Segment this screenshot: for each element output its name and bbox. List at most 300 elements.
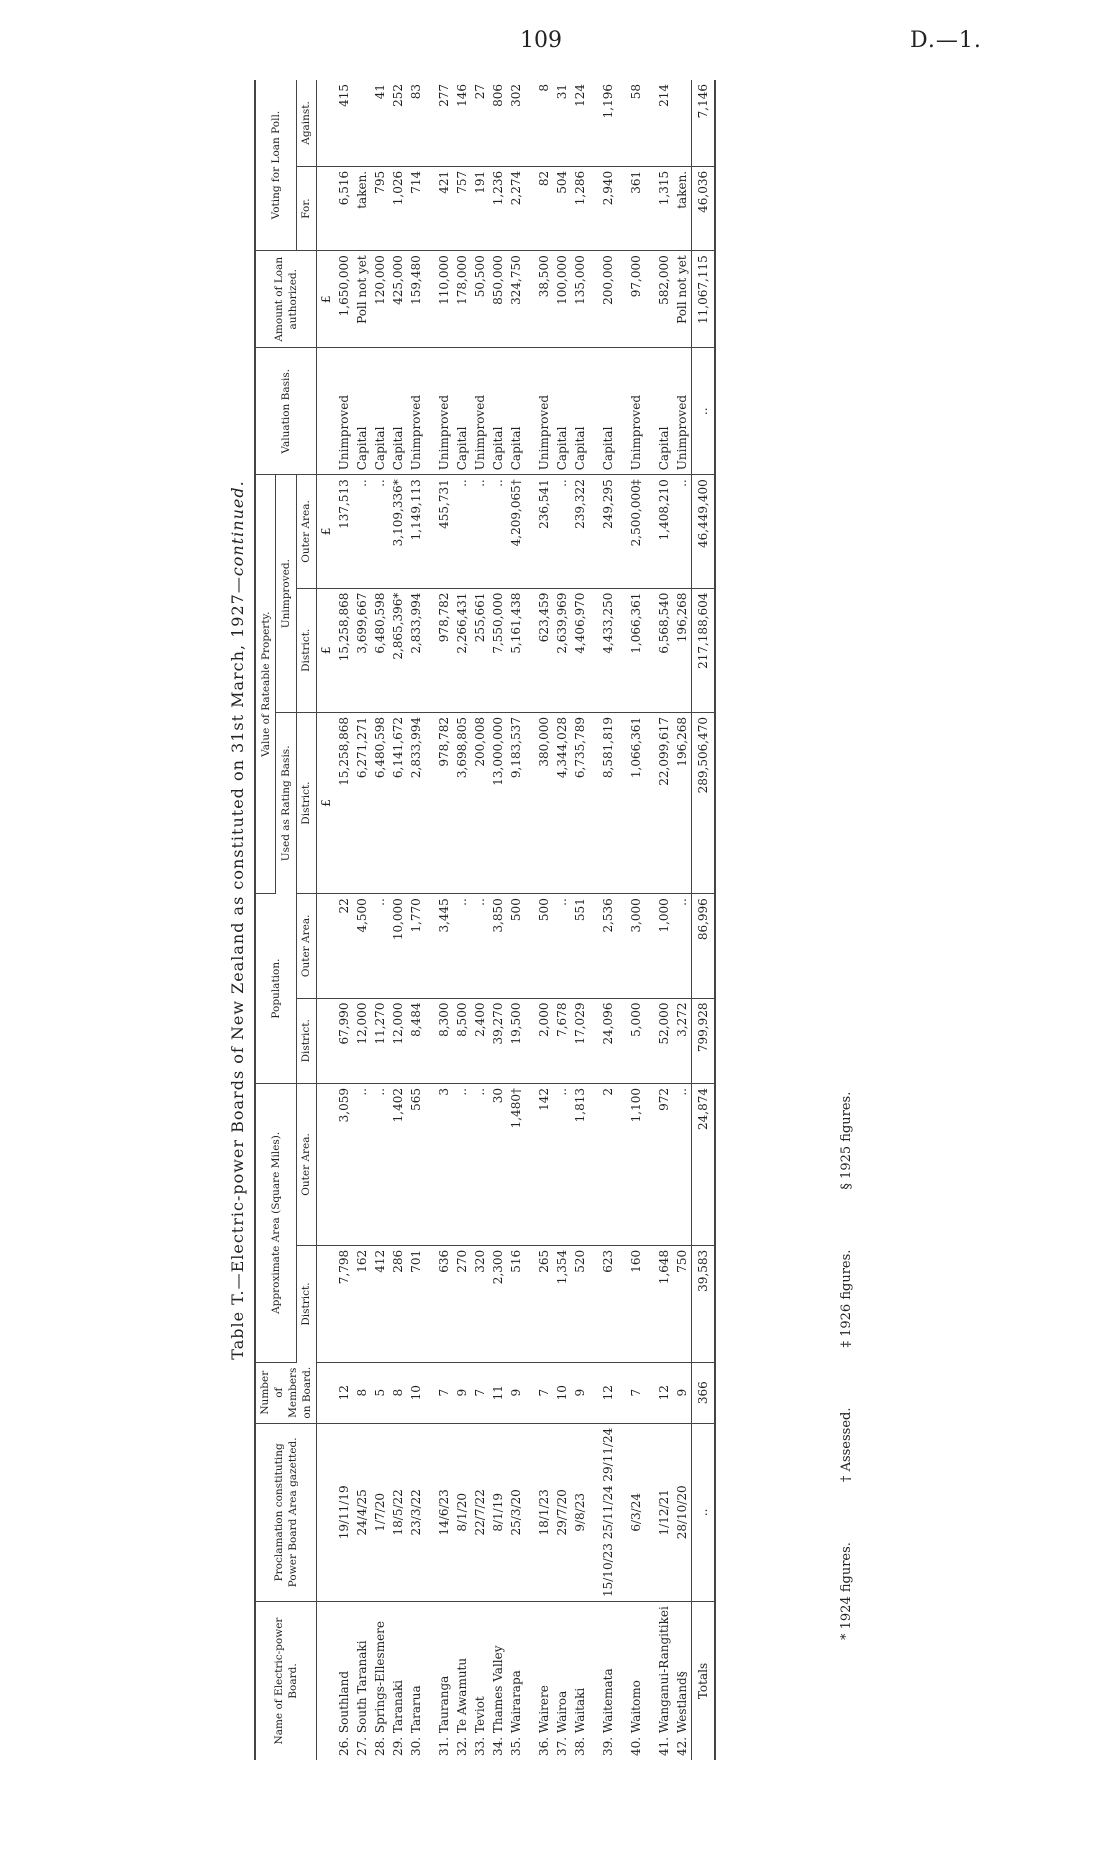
cell-rating: 978,782 xyxy=(425,713,453,894)
cell-basis: Capital xyxy=(389,348,407,475)
cell-against: 277 xyxy=(425,80,453,166)
table-row xyxy=(335,80,353,1760)
currency-blank-cell xyxy=(317,80,336,166)
cell-area-d: 701 xyxy=(407,1245,425,1362)
cell-against: 124 xyxy=(571,80,589,166)
cell-name: 28. Springs-Ellesmere xyxy=(373,1620,387,1756)
cell-proc: 25/3/20 xyxy=(507,1423,525,1601)
cell-area-o: 30 xyxy=(489,1084,507,1246)
cell-loan: 582,000 xyxy=(645,251,673,348)
header-pop-district: District. xyxy=(296,998,316,1083)
currency-symbol: £ xyxy=(317,475,336,588)
header-area-outer: Outer Area. xyxy=(296,1084,316,1246)
cell-pop-d: 7,678 xyxy=(553,998,571,1083)
cell-pop-d: 2,400 xyxy=(471,998,489,1083)
cell-unimp-d: 5,161,438 xyxy=(507,588,525,712)
currency-blank-cell xyxy=(317,166,336,250)
cell-rating: 6,735,789 xyxy=(571,713,589,894)
cell-basis: Capital xyxy=(553,348,571,475)
header-proclamation: Proclamation constituting Power Board Area gazetted. xyxy=(255,1423,317,1601)
cell-against: 415 xyxy=(335,80,353,166)
cell-unimp-d: 196,268 xyxy=(673,588,692,712)
cell-basis: Capital xyxy=(589,348,617,475)
rotated-table-frame xyxy=(222,80,832,1760)
cell-name: 29. Taranaki xyxy=(391,1679,405,1756)
cell-area-o: 2 xyxy=(589,1084,617,1246)
total-proc: .. xyxy=(692,1423,716,1601)
cell-loan: 120,000 xyxy=(371,251,389,348)
cell-against: 41 xyxy=(371,80,389,166)
cell-basis: Capital xyxy=(371,348,389,475)
cell-area-o: 3 xyxy=(425,1084,453,1246)
cell-basis: Capital xyxy=(571,348,589,475)
header-valuation-basis: Valuation Basis. xyxy=(255,348,317,475)
currency-symbol: £ xyxy=(317,251,336,348)
cell-for: 1,286 xyxy=(571,166,589,250)
cell-unimp-d: 978,782 xyxy=(425,588,453,712)
cell-unimp-o: .. xyxy=(471,475,489,588)
cell-pop-d: 19,500 xyxy=(507,998,525,1083)
currency-symbol: £ xyxy=(317,588,336,712)
cell-for: 82 xyxy=(525,166,553,250)
header-voting: Voting for Loan Poll. xyxy=(255,80,296,251)
rotated-table-content xyxy=(222,80,832,1760)
footnote-assessed: † Assessed. xyxy=(838,1407,854,1483)
totals-row xyxy=(692,80,716,1760)
cell-proc: 22/7/22 xyxy=(471,1423,489,1601)
cell-name: 27. South Taranaki xyxy=(355,1640,369,1756)
cell-members: 7 xyxy=(425,1362,453,1423)
cell-members: 7 xyxy=(471,1362,489,1423)
cell-area-o: 972 xyxy=(645,1084,673,1246)
cell-for: 2,940 xyxy=(589,166,617,250)
cell-pop-o: 3,000 xyxy=(617,894,645,998)
cell-pop-d: 39,270 xyxy=(489,998,507,1083)
cell-unimp-d: 2,865,396* xyxy=(389,588,407,712)
cell-members: 7 xyxy=(617,1362,645,1423)
cell-against: 31 xyxy=(553,80,571,166)
cell-basis: Unimproved xyxy=(673,348,692,475)
total-members: 366 xyxy=(692,1362,716,1423)
cell-pop-d: 8,500 xyxy=(453,998,471,1083)
cell-area-d: 7,798 xyxy=(335,1245,353,1362)
cell-area-d: 1,648 xyxy=(645,1245,673,1362)
cell-area-d: 520 xyxy=(571,1245,589,1362)
cell-proc: 19/11/19 xyxy=(335,1423,353,1601)
cell-area-o: 142 xyxy=(525,1084,553,1246)
cell-unimp-d: 7,550,000 xyxy=(489,588,507,712)
cell-loan: 850,000 xyxy=(489,251,507,348)
cell-pop-o: 3,445 xyxy=(425,894,453,998)
currency-symbol: £ xyxy=(317,713,336,894)
cell-loan: 178,000 xyxy=(453,251,471,348)
cell-unimp-o: 4,209,065† xyxy=(507,475,525,588)
cell-area-o: .. xyxy=(471,1084,489,1246)
cell-loan: Poll not yet xyxy=(673,251,692,348)
cell-rating: 1,066,361 xyxy=(617,713,645,894)
cell-name: 39. Waitemata xyxy=(601,1668,615,1756)
cell-proc: 8/1/19 xyxy=(489,1423,507,1601)
header-vote-for: For. xyxy=(296,166,316,250)
document-reference: D.—1. xyxy=(910,28,982,53)
cell-name: 31. Tauranga xyxy=(437,1675,451,1756)
table-row xyxy=(507,80,525,1760)
cell-area-d: 516 xyxy=(507,1245,525,1362)
cell-rating: 8,581,819 xyxy=(589,713,617,894)
cell-pop-o: .. xyxy=(553,894,571,998)
cell-unimp-o: .. xyxy=(553,475,571,588)
cell-loan: 38,500 xyxy=(525,251,553,348)
cell-unimp-d: 4,406,970 xyxy=(571,588,589,712)
cell-pop-o: 1,770 xyxy=(407,894,425,998)
cell-loan: 50,500 xyxy=(471,251,489,348)
cell-unimp-o: 239,322 xyxy=(571,475,589,588)
cell-basis: Unimproved xyxy=(617,348,645,475)
cell-proc: 15/10/23 25/11/24 29/11/24 xyxy=(589,1423,617,1601)
cell-area-d: 265 xyxy=(525,1245,553,1362)
cell-name: 30. Tararua xyxy=(409,1685,423,1756)
currency-blank-cell xyxy=(317,1245,336,1362)
currency-blank-cell xyxy=(317,998,336,1083)
cell-against: 58 xyxy=(617,80,645,166)
cell-members: 9 xyxy=(453,1362,471,1423)
cell-for: 714 xyxy=(407,166,425,250)
cell-for: 1,315 xyxy=(645,166,673,250)
cell-unimp-d: 6,480,598 xyxy=(371,588,389,712)
cell-pop-o: 1,000 xyxy=(645,894,673,998)
cell-area-d: 320 xyxy=(471,1245,489,1362)
header-unimp-district: District. xyxy=(296,588,316,712)
cell-unimp-o: .. xyxy=(673,475,692,588)
cell-for: 795 xyxy=(371,166,389,250)
cell-area-o: .. xyxy=(353,1084,371,1246)
cell-pop-d: 12,000 xyxy=(389,998,407,1083)
cell-against xyxy=(673,80,692,166)
cell-pop-o: 10,000 xyxy=(389,894,407,998)
cell-for: 6,516 xyxy=(335,166,353,250)
cell-rating: 3,698,805 xyxy=(453,713,471,894)
cell-rating: 2,833,994 xyxy=(407,713,425,894)
total-basis: .. xyxy=(692,348,716,475)
header-loan: Amount of Loan authorized. xyxy=(255,251,317,348)
cell-members: 5 xyxy=(371,1362,389,1423)
cell-area-d: 412 xyxy=(371,1245,389,1362)
cell-name: 33. Teviot xyxy=(473,1696,487,1756)
cell-unimp-o: .. xyxy=(371,475,389,588)
cell-area-o: 565 xyxy=(407,1084,425,1246)
header-unimp-outer: Outer Area. xyxy=(296,475,316,588)
cell-basis: Unimproved xyxy=(407,348,425,475)
cell-against: 214 xyxy=(645,80,673,166)
table-title-continued: continued. xyxy=(228,480,247,577)
cell-for: 2,274 xyxy=(507,166,525,250)
cell-name: 40. Waitomo xyxy=(629,1680,643,1756)
cell-unimp-d: 255,661 xyxy=(471,588,489,712)
currency-blank-cell xyxy=(317,894,336,998)
table-row xyxy=(471,80,489,1760)
cell-pop-o: .. xyxy=(471,894,489,998)
cell-loan: 135,000 xyxy=(571,251,589,348)
cell-loan: 97,000 xyxy=(617,251,645,348)
cell-against: 146 xyxy=(453,80,471,166)
page-number: 109 xyxy=(520,28,562,53)
header-vote-against: Against. xyxy=(296,80,316,166)
cell-basis: Capital xyxy=(645,348,673,475)
footnote-1926: ‡ 1926 figures. xyxy=(838,1249,854,1348)
total-area-o: 24,874 xyxy=(692,1084,716,1246)
table-row xyxy=(617,80,645,1760)
cell-unimp-o: 2,500,000‡ xyxy=(617,475,645,588)
cell-pop-o: .. xyxy=(453,894,471,998)
cell-proc: 6/3/24 xyxy=(617,1423,645,1601)
currency-blank-cell xyxy=(317,1423,336,1601)
cell-proc: 1/12/21 xyxy=(645,1423,673,1601)
cell-basis: Capital xyxy=(353,348,371,475)
cell-rating: 380,000 xyxy=(525,713,553,894)
cell-for: taken. xyxy=(673,166,692,250)
total-unimp-d: 217,188,604 xyxy=(692,588,716,712)
cell-members: 9 xyxy=(571,1362,589,1423)
table-title xyxy=(222,80,254,1760)
cell-members: 9 xyxy=(673,1362,692,1423)
table-row xyxy=(389,80,407,1760)
cell-loan: Poll not yet xyxy=(353,251,371,348)
cell-pop-o: .. xyxy=(673,894,692,998)
cell-rating: 6,271,271 xyxy=(353,713,371,894)
cell-unimp-d: 4,433,250 xyxy=(589,588,617,712)
cell-rating: 22,099,617 xyxy=(645,713,673,894)
cell-against: 1,196 xyxy=(589,80,617,166)
cell-against: 806 xyxy=(489,80,507,166)
cell-members: 8 xyxy=(353,1362,371,1423)
table-row xyxy=(371,80,389,1760)
cell-for: 361 xyxy=(617,166,645,250)
cell-members: 10 xyxy=(407,1362,425,1423)
total-pop-o: 86,996 xyxy=(692,894,716,998)
cell-for: 191 xyxy=(471,166,489,250)
header-area: Approximate Area (Square Miles). xyxy=(255,1084,296,1363)
cell-loan: 1,650,000 xyxy=(335,251,353,348)
cell-name: 41. Wanganui-Rangitikei xyxy=(657,1606,671,1756)
total-rating: 289,506,470 xyxy=(692,713,716,894)
cell-rating: 4,344,028 xyxy=(553,713,571,894)
cell-for: 421 xyxy=(425,166,453,250)
cell-unimp-d: 1,066,361 xyxy=(617,588,645,712)
cell-area-d: 162 xyxy=(353,1245,371,1362)
header-pop-outer: Outer Area. xyxy=(296,894,316,998)
currency-blank-cell xyxy=(317,1084,336,1246)
cell-unimp-o: .. xyxy=(489,475,507,588)
cell-area-d: 2,300 xyxy=(489,1245,507,1362)
cell-proc: 18/1/23 xyxy=(525,1423,553,1601)
cell-proc: 29/7/20 xyxy=(553,1423,571,1601)
cell-area-d: 750 xyxy=(673,1245,692,1362)
header-members: Number of Members on Board. xyxy=(255,1362,317,1423)
table-row xyxy=(571,80,589,1760)
cell-basis: Unimproved xyxy=(425,348,453,475)
table-row xyxy=(489,80,507,1760)
cell-unimp-o: 236,541 xyxy=(525,475,553,588)
total-area-d: 39,583 xyxy=(692,1245,716,1362)
cell-rating: 200,008 xyxy=(471,713,489,894)
cell-for: taken. xyxy=(353,166,371,250)
table-row xyxy=(589,80,617,1760)
cell-area-o: .. xyxy=(371,1084,389,1246)
cell-proc: 9/8/23 xyxy=(571,1423,589,1601)
cell-unimp-o: .. xyxy=(453,475,471,588)
cell-members: 11 xyxy=(489,1362,507,1423)
cell-loan: 324,750 xyxy=(507,251,525,348)
cell-for: 757 xyxy=(453,166,471,250)
footnotes xyxy=(830,1040,862,1640)
cell-members: 12 xyxy=(645,1362,673,1423)
total-loan: 11,067,115 xyxy=(692,251,716,348)
cell-members: 10 xyxy=(553,1362,571,1423)
cell-area-d: 1,354 xyxy=(553,1245,571,1362)
cell-basis: Unimproved xyxy=(335,348,353,475)
cell-area-d: 636 xyxy=(425,1245,453,1362)
cell-unimp-d: 623,459 xyxy=(525,588,553,712)
table-row xyxy=(353,80,371,1760)
cell-against: 27 xyxy=(471,80,489,166)
total-against: 7,146 xyxy=(692,80,716,166)
cell-pop-o: 500 xyxy=(525,894,553,998)
cell-unimp-d: 3,699,667 xyxy=(353,588,371,712)
cell-pop-d: 3,272 xyxy=(673,998,692,1083)
cell-rating: 6,480,598 xyxy=(371,713,389,894)
cell-pop-o: 22 xyxy=(335,894,353,998)
table-row xyxy=(407,80,425,1760)
cell-pop-o: 4,500 xyxy=(353,894,371,998)
cell-pop-o: .. xyxy=(371,894,389,998)
cell-loan: 200,000 xyxy=(589,251,617,348)
cell-proc: 18/5/22 xyxy=(389,1423,407,1601)
cell-area-d: 270 xyxy=(453,1245,471,1362)
cell-rating: 9,183,537 xyxy=(507,713,525,894)
cell-unimp-o: 1,408,210 xyxy=(645,475,673,588)
cell-area-o: 1,813 xyxy=(571,1084,589,1246)
cell-name: 38. Waitaki xyxy=(573,1687,587,1756)
table-body xyxy=(317,80,716,1760)
cell-proc: 1/7/20 xyxy=(371,1423,389,1601)
cell-name: 42. Westland§ xyxy=(675,1671,689,1756)
table-title-text: Table T.—Electric-power Boards of New Zealand as constituted on 31st March, 1927— xyxy=(228,576,247,1360)
cell-against xyxy=(353,80,371,166)
cell-members: 7 xyxy=(525,1362,553,1423)
cell-members: 12 xyxy=(589,1362,617,1423)
cell-name: 37. Wairoa xyxy=(555,1690,569,1756)
cell-basis: Capital xyxy=(489,348,507,475)
cell-proc: 8/1/20 xyxy=(453,1423,471,1601)
cell-name: 36. Wairere xyxy=(537,1685,551,1756)
cell-area-o: 1,100 xyxy=(617,1084,645,1246)
currency-blank-cell xyxy=(317,1602,336,1761)
header-name: Name of Electric-power Board. xyxy=(255,1602,317,1761)
cell-area-d: 623 xyxy=(589,1245,617,1362)
cell-unimp-d: 2,833,994 xyxy=(407,588,425,712)
cell-for: 504 xyxy=(553,166,571,250)
cell-area-d: 286 xyxy=(389,1245,407,1362)
currency-row xyxy=(317,80,336,1760)
cell-loan: 425,000 xyxy=(389,251,407,348)
cell-for: 1,026 xyxy=(389,166,407,250)
cell-basis: Capital xyxy=(453,348,471,475)
cell-basis: Unimproved xyxy=(525,348,553,475)
cell-proc: 24/4/25 xyxy=(353,1423,371,1601)
cell-unimp-d: 6,568,540 xyxy=(645,588,673,712)
footnote-1924: * 1924 figures. xyxy=(838,1542,854,1640)
total-for: 46,036 xyxy=(692,166,716,250)
header-population: Population. xyxy=(255,894,296,1084)
cell-area-o: .. xyxy=(453,1084,471,1246)
cell-pop-o: 2,536 xyxy=(589,894,617,998)
cell-pop-d: 8,484 xyxy=(407,998,425,1083)
cell-pop-d: 17,029 xyxy=(571,998,589,1083)
table-row xyxy=(645,80,673,1760)
cell-loan: 100,000 xyxy=(553,251,571,348)
cell-against: 83 xyxy=(407,80,425,166)
cell-name: 32. Te Awamutu xyxy=(455,1657,469,1756)
cell-area-o: .. xyxy=(553,1084,571,1246)
cell-for: 1,236 xyxy=(489,166,507,250)
total-pop-d: 799,928 xyxy=(692,998,716,1083)
table-row xyxy=(673,80,692,1760)
cell-rating: 13,000,000 xyxy=(489,713,507,894)
cell-pop-d: 12,000 xyxy=(353,998,371,1083)
cell-pop-d: 24,096 xyxy=(589,998,617,1083)
cell-area-o: 1,402 xyxy=(389,1084,407,1246)
table-row xyxy=(525,80,553,1760)
cell-against: 302 xyxy=(507,80,525,166)
cell-basis: Capital xyxy=(507,348,525,475)
cell-unimp-o: 455,731 xyxy=(425,475,453,588)
cell-members: 8 xyxy=(389,1362,407,1423)
total-name: Totals xyxy=(692,1602,716,1761)
cell-unimp-o: .. xyxy=(353,475,371,588)
cell-name: 26. Southland xyxy=(337,1670,351,1756)
currency-blank-cell xyxy=(317,348,336,475)
cell-members: 12 xyxy=(335,1362,353,1423)
cell-unimp-o: 249,295 xyxy=(589,475,617,588)
cell-pop-d: 5,000 xyxy=(617,998,645,1083)
cell-rating: 15,258,868 xyxy=(335,713,353,894)
cell-area-o: 3,059 xyxy=(335,1084,353,1246)
cell-unimp-d: 15,258,868 xyxy=(335,588,353,712)
cell-loan: 110,000 xyxy=(425,251,453,348)
cell-unimp-d: 2,639,969 xyxy=(553,588,571,712)
cell-unimp-d: 2,266,431 xyxy=(453,588,471,712)
cell-against: 252 xyxy=(389,80,407,166)
cell-loan: 159,480 xyxy=(407,251,425,348)
cell-proc: 23/3/22 xyxy=(407,1423,425,1601)
header-rating-basis: Used as Rating Basis. xyxy=(276,713,296,894)
cell-pop-d: 67,990 xyxy=(335,998,353,1083)
header-area-district: District. xyxy=(296,1245,316,1362)
header-rating-district: District. xyxy=(296,713,316,894)
cell-unimp-o: 3,109,336* xyxy=(389,475,407,588)
cell-area-o: .. xyxy=(673,1084,692,1246)
cell-pop-d: 11,270 xyxy=(371,998,389,1083)
cell-unimp-o: 137,513 xyxy=(335,475,353,588)
total-unimp-o: 46,449,400 xyxy=(692,475,716,588)
cell-against: 8 xyxy=(525,80,553,166)
table-row xyxy=(453,80,471,1760)
table-row xyxy=(553,80,571,1760)
footnote-1925: § 1925 figures. xyxy=(838,1091,854,1190)
cell-pop-o: 551 xyxy=(571,894,589,998)
cell-basis: Unimproved xyxy=(471,348,489,475)
cell-members: 9 xyxy=(507,1362,525,1423)
